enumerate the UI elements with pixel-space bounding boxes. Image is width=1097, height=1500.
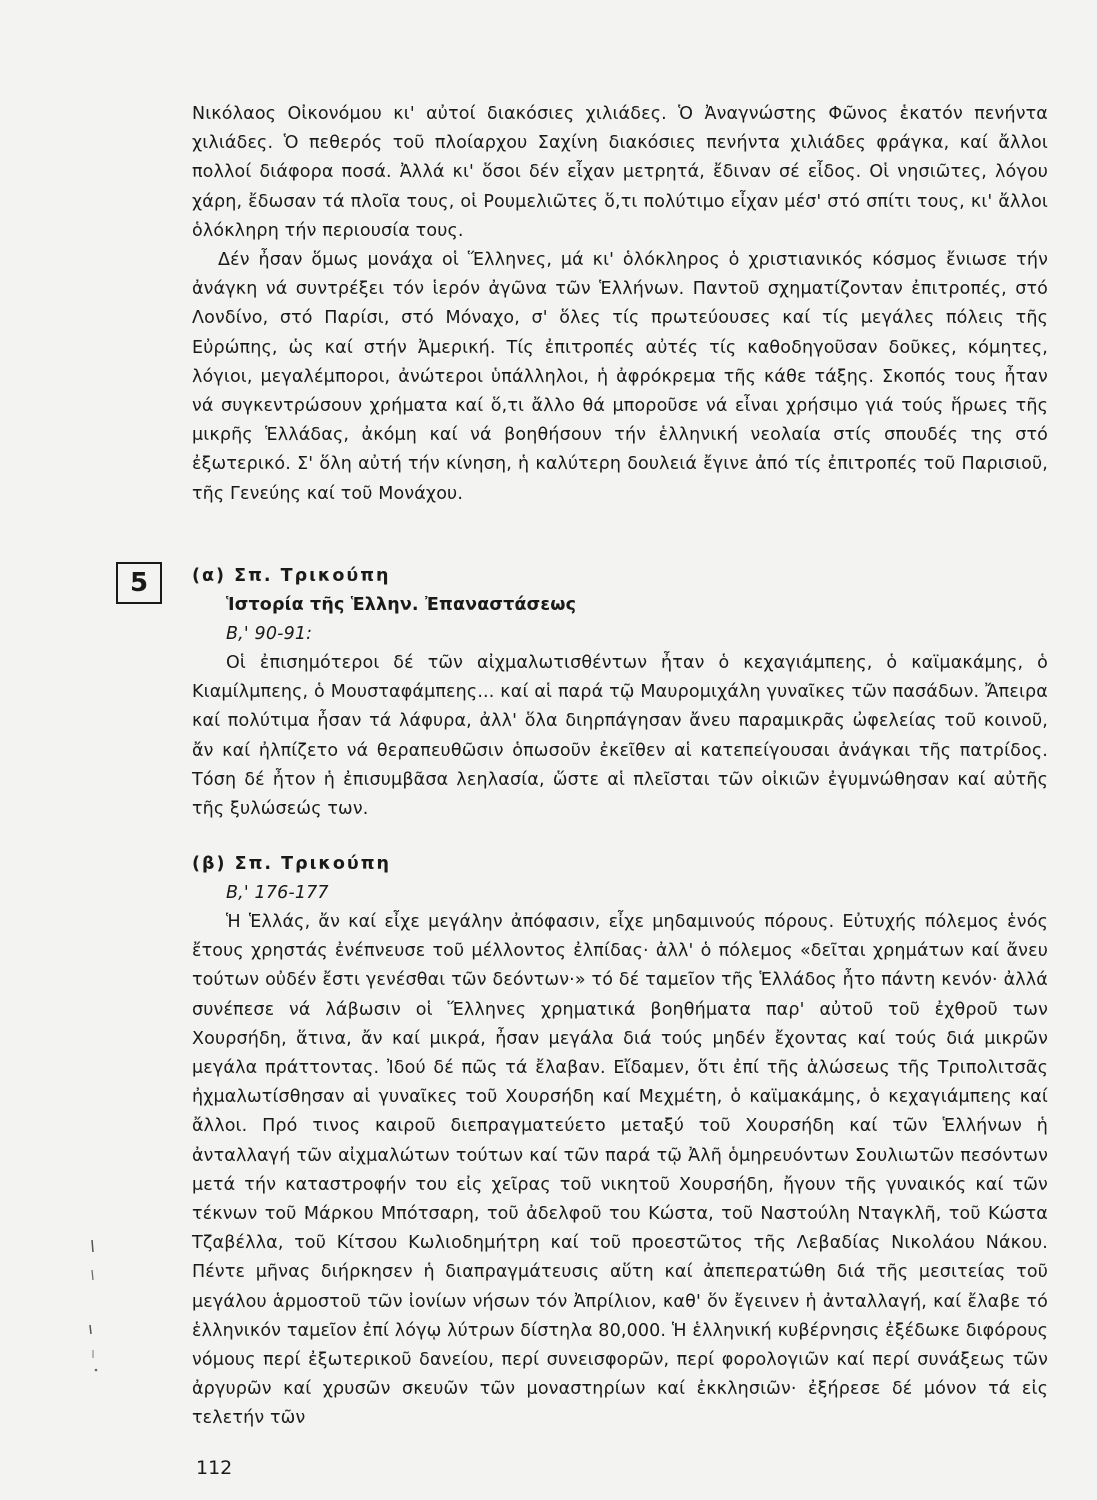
source-b-text: Ἡ Ἑλλάς, ἄν καί εἶχε μεγάλην ἀπόφασιν, εἶχε μηδαμινούς πόρους. Εὐτυχής πόλεμος ἑνός ἔτους χρηστάς ἐνέπνευσε τοῦ μέλλοντος ἐλπίδας· ἀλλ' ὁ πόλεμος «δεῖται χρημάτων καί ἄνευ τούτων οὐδέν ἔστι γενέσθαι τῶν δεόντων·» τό δέ ταμεῖον τῆς Ἑλλάδος ἦτο πάντη κενόν· ἀλλά συνέπεσε νά λάβωσιν οἱ Ἕλληνες χρηματικά βοηθήματα παρ' αὐτοῦ τοῦ ἐχθροῦ των Χουρσήδη, ἅτινα, ἄν καί μικρά, ἦσαν μεγάλα διά τούς μηδέν ἔχοντας καί τούς διά μικρῶν μεγάλα πράττοντας. Ἰδού δέ πῶς τά ἔλαβαν. Εἴδαμεν, ὅτι ἐπί τῆς ἁλώσεως τῆς Τριπολιτσᾶς ἠχμαλωτίσθησαν αἱ γυναῖκες τοῦ Χουρσήδη καί Μεχμέτη, ὁ καϊμακάμης, ὁ κεχαγιάμπεης καί ἄλλοι. Πρό τινος καιροῦ διεπραγματεύετο μεταξύ τοῦ Χουρσήδη καί τῶν Ἑλλήνων ἡ ἀνταλλαγή τῶν αἰχμαλώτων τούτων καί τῶν παρά τῷ Ἀλῆ ὁμηρευόντων Σουλιωτῶν πεσόντων μετά τήν καταστροφήν του εἰς χεῖρας τοῦ νικητοῦ Χουρσήδη, ἤγουν τῆς γυναικός καί τῶν τέκνων τοῦ Μάρκου Μπότσαρη, τοῦ ἀδελφοῦ του Κώστα, τοῦ Ναστούλη Νταγκλῆ, τοῦ Κώστα Τζαβέλλα, τοῦ Κίτσου Κωλιοδημήτρη καί τοῦ προεστῶτος τῆς Λεβαδίας Νικολάου Νάκου. Πέντε μῆνας διήρκησεν ἡ διαπραγμάτευσις αὕτη καί ἀπεπερατώθη διά τῆς μεσιτείας τοῦ μεγάλου ἁρμοστοῦ τῶν ἰονίων νήσων τόν Ἀπρίλιον, καθ' ὅν ἔγεινεν ἡ ἀνταλλαγή, καί ἔλαβε τό ἑλληνικόν ταμεῖον ἐπί λόγῳ λύτρων δίστηλα 80,000. Ἡ ἑλληνική κυβέρνησις ἐξέδωκε διφόρους νόμους περί ἐξωτερικοῦ δανείου, περί συνεισφορῶν, περί φορολογιῶν καί περί συνάξεως τῶν ἀργυρῶν καί χρυσῶν σκευῶν τῶν μοναστηρίων καί ἐκκλησιῶν· ἐξήρεσε δέ μόνον τά εἰς τελετήν τῶν	[192, 912, 1049, 1429]
page-number: 112	[196, 1457, 233, 1479]
intro-text	[192, 100, 1048, 509]
source-a-text: Οἱ ἐπισημότεροι δέ τῶν αἰχμαλωτισθέντων ἦταν ὁ κεχαγιάμπεης, ὁ καϊμακάμης, ὁ Κιαμίλμπεης, ὁ Μουσταφάμπεης... καί αἱ παρά τῷ Μαυρομιχάλη γυναῖκες τῶν πασάδων. Ἄπειρα καί πολύτιμα ἦσαν τά λάφυρα, ἀλλ' ὅλα διηρπάγησαν ἄνευ παραμικρᾶς ὠφελείας τοῦ κοινοῦ, ἄν καί ἠλπίζετο νά θεραπευθῶσιν ὁπωσοῦν ἐκεῖθεν αἱ κατεπείγουσαι ἀνάγκαι τῆς πατρίδος. Τόση δέ ἦτον ἡ ἐπισυμβᾶσα λεηλασία, ὥστε αἱ πλεῖσται τῶν οἰκιῶν ἐγυμνώθησαν καί αὐτῆς τῆς ξυλώσεώς των.	[192, 653, 1048, 820]
source-b-reference: Β,' 176-177	[226, 883, 329, 903]
section-number-box: 5	[116, 562, 162, 604]
intro-paragraph-1: Νικόλαος Οἰκονόμου κι' αὐτοί διακόσιες χιλιάδες. Ὁ Ἀναγνώστης Φῶνος ἑκατόν πενήντα χιλιάδες. Ὁ πεθερός τοῦ πλοίαρχου Σαχίνη διακόσιες πενήντα χιλιάδες φράγκα, καί ἄλλοι πολλοί διάφορα ποσά. Ἀλλά κι' ὅσοι δέν εἶχαν μετρητά, ἔδιναν σέ εἶδος. Οἱ νησιῶτες, λόγου χάρη, ἔδωσαν τά πλοῖα τους, οἱ Ρουμελιῶτες ὅ,τι πολύτιμο εἶχαν μέσ' στό σπίτι τους, κι' ἄλλοι ὁλόκληρη τήν περιουσία τους.	[192, 104, 1048, 241]
source-a-reference: Β,' 90-91:	[226, 624, 313, 644]
source-b-heading: (β) Σπ. Τρικούπη	[192, 854, 392, 874]
margin-specks	[84, 1230, 124, 1390]
source-a-work-title: Ἱστορία τῆς Ἑλλην. Ἐπαναστάσεως	[226, 595, 577, 615]
source-a-heading: (α) Σπ. Τρικούπη	[192, 566, 391, 586]
intro-paragraph-2: Δέν ἦσαν ὅμως μονάχα οἱ Ἕλληνες, μά κι' ὁλόκληρος ὁ χριστιανικός κόσμος ἔνιωσε τήν ἀνάγκη νά συντρέξει τόν ἱερόν ἀγῶνα τῶν Ἑλλήνων. Παντοῦ σχηματίζονταν ἐπιτροπές, στό Λονδίνο, στό Παρίσι, στό Μόναχο, σ' ὅλες τίς πρωτεύουσες καί τίς μεγάλες πόλεις τῆς Εὐρώπης, ὡς καί στήν Ἀμερική. Τίς ἐπιτροπές αὐτές τίς καθοδηγοῦσαν δοῦκες, κόμητες, λόγιοι, μεγαλέμποροι, ἀνώτεροι ὑπάλληλοι, ἡ ἀφρόκρεμα τῆς κάθε τάξης. Σκοπός τους ἦταν νά συγκεντρώσουν χρήματα καί ὅ,τι ἄλλο θά μποροῦσε νά εἶναι χρήσιμο γιά τούς ἥρωες τῆς μικρῆς Ἑλλάδας, ἀκόμη καί νά βοηθήσουν τήν ἑλληνική νεολαία στίς σπουδές της στό ἐξωτερικό. Σ' ὅλη αὐτή τήν κίνηση, ἡ καλύτερη δουλειά ἔγινε ἀπό τίς ἐπιτροπές τοῦ Παρισιοῦ, τῆς Γενεύης καί τοῦ Μονάχου.	[192, 250, 1048, 504]
source-a	[192, 562, 1048, 824]
source-b	[192, 850, 1048, 1434]
